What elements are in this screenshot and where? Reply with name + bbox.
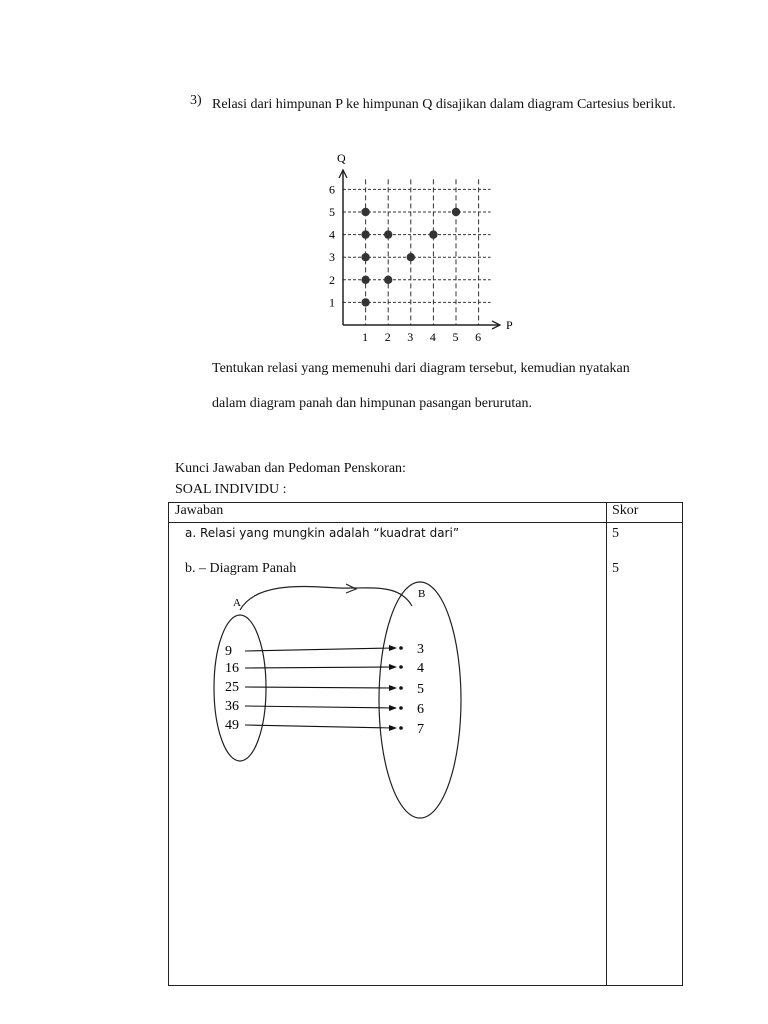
score-row-a: 5 xyxy=(612,526,619,541)
set-b-dot xyxy=(399,726,403,730)
set-b-element: 4 xyxy=(417,661,424,676)
set-b-element: 6 xyxy=(417,702,424,717)
set-a-oval xyxy=(214,615,266,761)
set-b-element: 7 xyxy=(417,722,424,737)
mapping-arrow xyxy=(245,667,393,668)
y-axis-label: Q xyxy=(337,151,346,165)
x-axis-label: P xyxy=(506,318,513,332)
table-header-answer: Jawaban xyxy=(175,503,224,518)
mapping-arrowhead xyxy=(389,664,397,670)
instruction-line-2: dalam diagram panah dan himpunan pasangan berurutan. xyxy=(212,396,532,411)
y-tick-label: 3 xyxy=(329,250,335,265)
x-tick-label: 4 xyxy=(429,330,436,344)
x-tick-label: 5 xyxy=(452,330,459,344)
x-tick-label: 3 xyxy=(407,330,414,344)
answer-subheading: SOAL INDIVIDU : xyxy=(175,482,287,497)
y-tick-label: 2 xyxy=(329,272,335,287)
answer-heading: Kunci Jawaban dan Pedoman Penskoran: xyxy=(175,461,406,476)
mapping-arrow xyxy=(245,648,393,651)
x-tick-label: 6 xyxy=(475,330,482,344)
question-number: 3) xyxy=(190,93,202,108)
set-a-element: 49 xyxy=(225,718,239,733)
x-tick-label: 2 xyxy=(384,330,391,344)
instruction-line-1: Tentukan relasi yang memenuhi dari diagram tersebut, kemudian nyatakan xyxy=(212,361,630,376)
mapping-arrow xyxy=(245,687,393,688)
question-text: Relasi dari himpunan P ke himpunan Q disajikan dalam diagram Cartesius berikut. xyxy=(212,97,676,112)
mapping-arrowhead xyxy=(389,645,397,651)
set-a-element: 36 xyxy=(225,699,239,714)
y-tick-label: 6 xyxy=(329,182,335,197)
relation-curve xyxy=(240,586,412,610)
x-tick-label: 1 xyxy=(362,330,369,344)
set-a-element: 16 xyxy=(225,661,239,676)
mapping-arrow xyxy=(245,725,393,728)
set-b-dot xyxy=(399,706,403,710)
set-b-element: 5 xyxy=(417,682,424,697)
y-tick-label: 5 xyxy=(329,205,335,219)
set-b-element: 3 xyxy=(417,642,424,657)
y-tick-label: 1 xyxy=(329,295,335,310)
score-row-b: 5 xyxy=(612,561,619,576)
table-header-score: Skor xyxy=(612,503,639,518)
y-tick-label: 4 xyxy=(329,227,335,242)
mapping-arrow xyxy=(245,706,393,708)
set-a-element: 25 xyxy=(225,680,239,695)
mapping-arrowhead xyxy=(389,725,397,731)
set-b-dot xyxy=(399,646,403,650)
set-b-dot xyxy=(399,686,403,690)
set-a-element: 9 xyxy=(225,644,232,659)
mapping-arrowhead xyxy=(389,685,397,691)
set-a-label: A xyxy=(233,597,241,609)
mapping-arrowhead xyxy=(389,705,397,711)
set-b-oval xyxy=(379,582,461,818)
set-b-label: B xyxy=(418,588,426,600)
answer-row-a: a. Relasi yang mungkin adalah “kuadrat dari” xyxy=(185,526,460,540)
arrow-items xyxy=(225,642,424,737)
set-b-dot xyxy=(399,665,403,669)
answer-row-b: b. – Diagram Panah xyxy=(185,561,297,576)
